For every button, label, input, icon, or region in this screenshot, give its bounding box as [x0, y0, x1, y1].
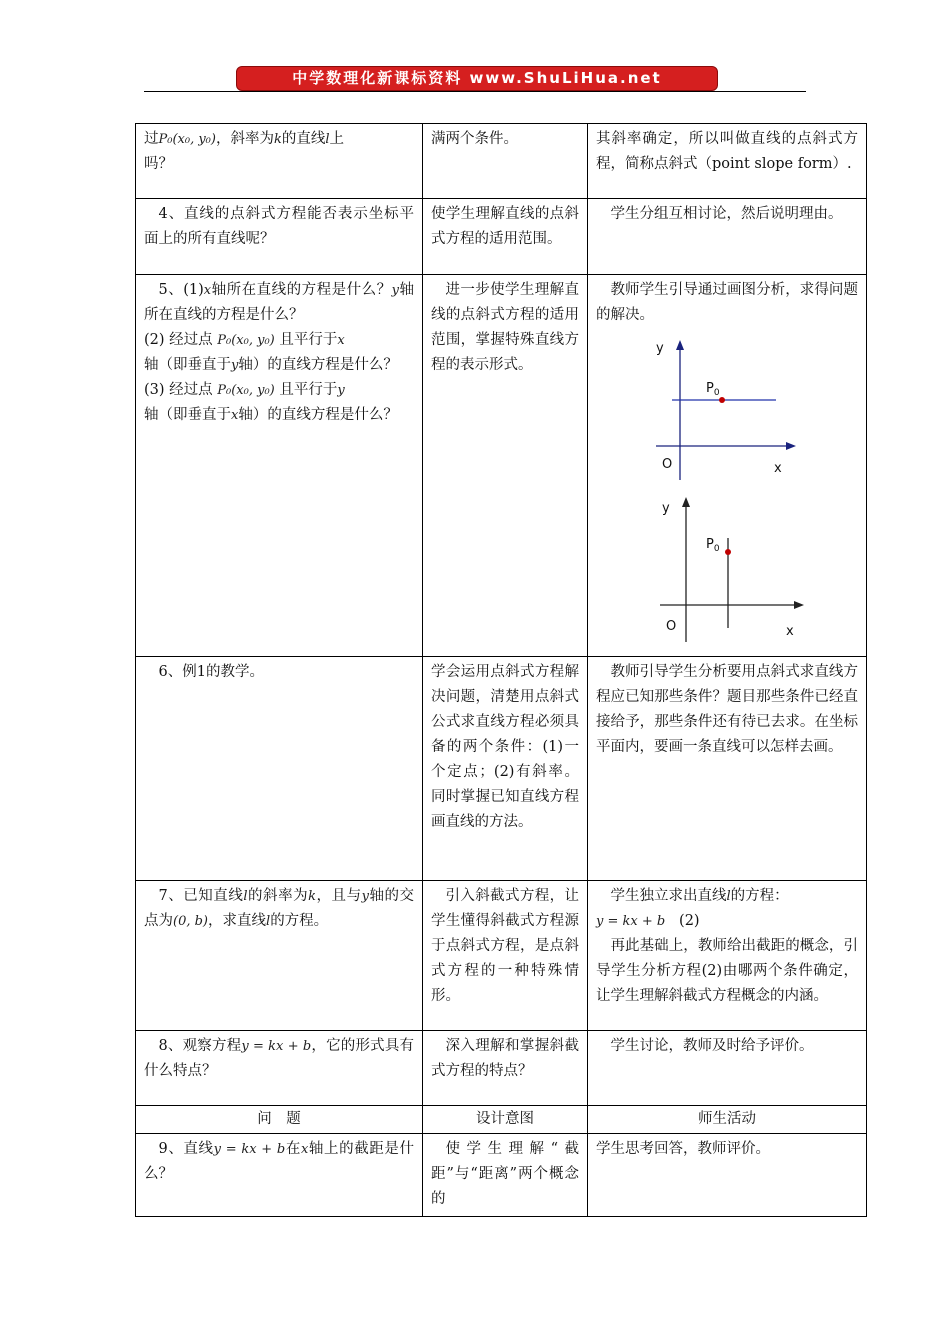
text: 的方程。: [270, 913, 329, 929]
equation: y = kx + b: [213, 1142, 286, 1157]
activity-text: 再此基础上，教师给出截距的概念，引导学生分析方程(2)由哪两个条件确定，让学生理解斜截式方程概念的内涵。: [596, 938, 858, 1004]
intent-cell: 学会运用点斜式方程解决问题，清楚用点斜式公式求直线方程必须具备的两个条件：(1)一个定点；(2)有斜率。同时掌握已知直线方程画直线的方法。: [423, 657, 588, 881]
question-cell: [136, 1031, 423, 1106]
text: 过: [144, 131, 159, 147]
x-label: x: [774, 461, 782, 476]
math-k: k: [273, 132, 282, 147]
text: 8、观察方程: [158, 1038, 242, 1054]
activity-cell: [588, 881, 867, 1031]
point-p0-mark: [725, 549, 731, 555]
x-axis-arrow: [794, 601, 804, 609]
question-cell: 4、直线的点斜式方程能否表示坐标平面上的所有直线呢？: [136, 199, 423, 275]
point-p0: P₀(x₀, y₀): [158, 132, 216, 147]
activity-cell: 学生思考回答，教师评价。: [588, 1134, 867, 1217]
math-x: x: [203, 283, 212, 298]
header-question: 问 题: [136, 1106, 423, 1134]
text: 轴（即垂直于: [144, 407, 231, 423]
text: ，它的形式具有什么特点？: [144, 1038, 414, 1079]
intent-cell: 满两个条件。: [423, 124, 588, 199]
intent-cell: 使学生理解“截距”与“距离”两个概念的: [423, 1134, 588, 1217]
text: 轴）的直线方程是什么？: [238, 357, 398, 373]
text: 轴所在直线的方程是什么？: [144, 282, 415, 323]
x-axis-arrow: [786, 442, 796, 450]
text: 吗？: [144, 156, 173, 172]
table-row: [136, 657, 867, 881]
y-axis-arrow: [676, 340, 684, 350]
y-label: y: [656, 341, 664, 356]
table-header-row: [136, 1106, 867, 1134]
equation: y = kx + b: [241, 1039, 312, 1054]
math-l: l: [325, 132, 330, 147]
activity-cell: 教师引导学生分析要用点斜式求直线方程应已知那些条件？题目那些条件已经直接给予，那些条件还有待已去求。在坐标平面内，要画一条直线可以怎样去画。: [588, 657, 867, 881]
text: 轴上的截距是什么？: [144, 1141, 415, 1182]
math-x: x: [337, 333, 345, 348]
point-p0: P₀(x₀, y₀): [217, 333, 275, 348]
coordinate-graphs: [638, 332, 838, 642]
graph-horizontal-line: [656, 340, 796, 480]
text: 的直线: [281, 131, 326, 147]
question-cell: [136, 124, 423, 199]
equation-number: (2): [679, 913, 700, 929]
question-cell: 6、例1的教学。: [136, 657, 423, 881]
math-l: l: [266, 914, 271, 929]
math-y: y: [361, 889, 369, 904]
table-row: [136, 1031, 867, 1106]
math-l: l: [726, 889, 731, 904]
equation: y = kx + b: [596, 914, 666, 929]
point-p0: P₀(x₀, y₀): [217, 383, 275, 398]
intent-cell: 深入理解和掌握斜截式方程的特点？: [423, 1031, 588, 1106]
intent-cell: 进一步使学生理解直线的点斜式方程的适用范围，掌握特殊直线方程的表示形式。: [423, 275, 588, 657]
text: 7、已知直线: [158, 888, 244, 904]
table-row: [136, 881, 867, 1031]
activity-cell: 学生讨论，教师及时给予评价。: [588, 1031, 867, 1106]
math-y: y: [391, 283, 400, 298]
question-cell: [136, 275, 423, 657]
point-0b: (0, b): [173, 914, 209, 929]
header-intent: 设计意图: [423, 1106, 588, 1134]
text: (3) 经过点: [144, 382, 213, 398]
text: 轴的交点为: [144, 888, 415, 929]
table-row: [136, 1134, 867, 1217]
text: 轴（即垂直于: [144, 357, 231, 373]
text: 且平行于: [279, 382, 338, 398]
text: 上: [329, 131, 345, 147]
text: 5、(1): [158, 282, 204, 298]
activity-text: 教师学生引导通过画图分析，求得问题的解决。: [596, 282, 858, 323]
site-banner: 中学数理化新课标资料 www.ShuLiHua.net: [236, 66, 718, 91]
math-k: k: [308, 889, 317, 904]
header-activity: 师生活动: [588, 1106, 867, 1134]
y-axis-arrow: [682, 497, 690, 507]
text: ，求直线: [208, 913, 267, 929]
math-x: x: [300, 1142, 309, 1157]
text: 轴所在直线的方程是什么？: [211, 282, 392, 298]
table-row: [136, 124, 867, 199]
text: 的斜率为: [247, 888, 309, 904]
p0-label: $P_0$: [706, 537, 720, 554]
header-rule: [144, 91, 806, 92]
math-y: y: [231, 358, 239, 373]
math-y: y: [337, 383, 345, 398]
math-x: x: [231, 408, 239, 423]
activity-cell: 学生分组互相讨论，然后说明理由。: [588, 199, 867, 275]
math-l: l: [243, 889, 248, 904]
activity-cell: [588, 275, 867, 657]
text: (2) 经过点: [144, 332, 213, 348]
x-label: x: [786, 624, 794, 639]
table-row: [136, 275, 867, 657]
intent-cell: 使学生理解直线的点斜式方程的适用范围。: [423, 199, 588, 275]
point-p0-mark: [719, 397, 725, 403]
p0-label: $P_0$: [706, 381, 720, 398]
text: 且平行于: [279, 332, 338, 348]
text: 学生独立求出直线: [610, 888, 727, 904]
origin-label: O: [666, 619, 677, 634]
lesson-table: [135, 123, 867, 1217]
origin-label: O: [662, 457, 673, 472]
graph-vertical-line: [660, 497, 804, 642]
question-cell: [136, 1134, 423, 1217]
text: 轴）的直线方程是什么？: [238, 407, 398, 423]
text: 9、直线: [158, 1141, 214, 1157]
question-cell: [136, 881, 423, 1031]
y-label: y: [662, 501, 670, 516]
table-row: [136, 199, 867, 275]
activity-cell: 其斜率确定，所以叫做直线的点斜式方程，简称点斜式（point slope form）.: [588, 124, 867, 199]
intent-cell: 引入斜截式方程，让学生懂得斜截式方程源于点斜式方程，是点斜式方程的一种特殊情形。: [423, 881, 588, 1031]
text: ，斜率为: [215, 131, 274, 147]
text: 的方程：: [730, 888, 789, 904]
text: 在: [285, 1141, 301, 1157]
text: ，且与: [316, 888, 362, 904]
